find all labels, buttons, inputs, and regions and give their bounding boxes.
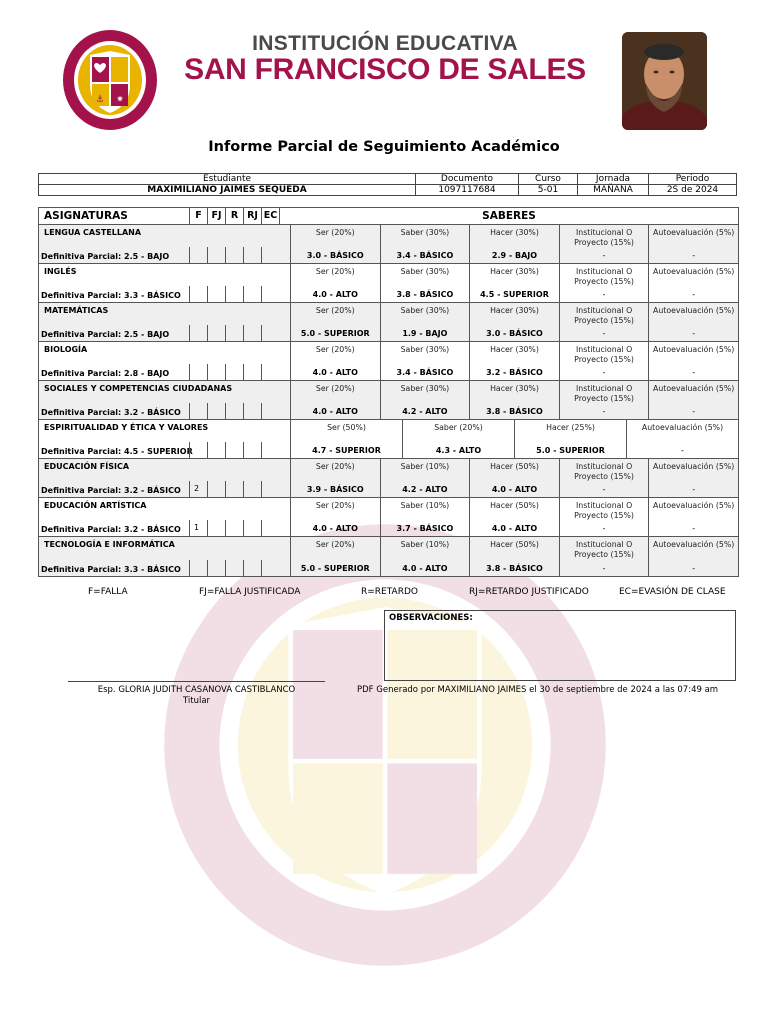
attendance-cell (243, 481, 261, 497)
saber-value: 4.2 - ALTO (402, 485, 448, 494)
attendance-cell (243, 286, 261, 302)
saint-portrait (622, 32, 707, 130)
saber-cell (291, 420, 402, 458)
saber-cell (402, 420, 514, 458)
attendance-cell (207, 403, 225, 419)
saber-label: Hacer (50%) (490, 501, 539, 510)
saber-label: Autoevaluación (5%) (653, 306, 735, 315)
saber-label: Saber (30%) (400, 267, 450, 276)
saberes-cells (291, 342, 738, 380)
saber-value: 3.9 - BÁSICO (306, 485, 364, 494)
saber-label: Saber (10%) (400, 540, 450, 549)
grades-table (38, 207, 739, 577)
subject-row (39, 381, 738, 420)
saber-cell (291, 264, 380, 302)
saber-cell (291, 459, 380, 497)
saber-value: - (692, 329, 696, 338)
saber-value: - (602, 251, 606, 260)
saber-label: Saber (20%) (434, 423, 483, 432)
subject-info (39, 420, 291, 458)
attendance-cell (225, 247, 243, 263)
saber-label: Ser (20%) (315, 267, 355, 276)
attendance-cell: 2 (189, 481, 207, 497)
attendance-cell (225, 403, 243, 419)
saber-label: Hacer (30%) (490, 267, 539, 276)
saber-label: Hacer (30%) (490, 228, 539, 237)
definitive-grade: Definitiva Parcial: 3.2 - BÁSICO (41, 486, 181, 495)
saber-cell (648, 342, 738, 380)
saber-value: 4.0 - ALTO (312, 290, 358, 299)
saber-label: Autoevaluación (5%) (653, 267, 735, 276)
saber-value: 4.0 - ALTO (312, 407, 358, 416)
saber-value: 3.0 - BÁSICO (486, 329, 543, 338)
saber-cell (291, 537, 380, 576)
saber-cell (648, 225, 738, 263)
signature-block (68, 685, 325, 707)
saber-value: 3.0 - BÁSICO (306, 251, 364, 260)
subjects-header: ASIGNATURAS (44, 210, 128, 222)
saber-cell (469, 537, 559, 576)
saber-label: Saber (30%) (400, 228, 450, 237)
attendance-cell (189, 247, 207, 263)
subject-info (39, 498, 291, 536)
legend-fj: FJ=FALLA JUSTIFICADA (199, 587, 301, 597)
subject-row (39, 264, 738, 303)
saber-label: Institucional O Proyecto (15%) (574, 267, 634, 286)
saber-label: Autoevaluación (5%) (653, 228, 735, 237)
period-label: Periodo (649, 174, 737, 185)
definitive-grade: Definitiva Parcial: 4.5 - SUPERIOR (41, 447, 193, 456)
subject-info (39, 381, 291, 419)
attendance-cell (207, 286, 225, 302)
saberes-cells (291, 420, 738, 458)
attendance-cell (225, 325, 243, 341)
saber-cell (648, 381, 738, 419)
saber-cell (559, 498, 649, 536)
subject-name: EDUCACIÓN ARTÍSTICA (44, 501, 147, 510)
attendance-cell (207, 247, 225, 263)
saber-label: Institucional O Proyecto (15%) (574, 462, 634, 481)
student-period: 2S de 2024 (649, 185, 737, 196)
signature-name: Esp. GLORIA JUDITH CASANOVA CASTIBLANCO (97, 685, 296, 695)
subject-name: SOCIALES Y COMPETENCIAS CIUDADANAS (44, 384, 233, 393)
saber-cell (469, 264, 559, 302)
saber-value: - (602, 524, 606, 533)
saber-label: Saber (30%) (400, 384, 450, 393)
saber-label: Autoevaluación (5%) (641, 423, 724, 432)
subject-row (39, 303, 738, 342)
subject-row (39, 225, 738, 264)
student-name: MAXIMILIANO JAIMES SEQUEDA (39, 185, 416, 196)
attendance-cell (261, 286, 279, 302)
saber-value: 3.4 - BÁSICO (396, 368, 454, 377)
saber-value: - (692, 524, 696, 533)
attendance-cell (207, 520, 225, 536)
saber-cell (469, 225, 559, 263)
saber-cell (648, 459, 738, 497)
school-logo (62, 29, 158, 131)
saber-cell (648, 537, 738, 576)
saber-cell (559, 225, 649, 263)
subject-name: EDUCACIÓN FÍSICA (44, 462, 130, 471)
saber-value: 1.9 - BAJO (402, 329, 448, 338)
observations-box (384, 610, 736, 681)
attendance-cells (189, 560, 279, 576)
attendance-cell (261, 560, 279, 576)
saber-value: 5.0 - SUPERIOR (300, 329, 370, 338)
saber-label: Saber (10%) (400, 462, 450, 471)
saber-value: - (681, 446, 684, 455)
saber-cell (469, 381, 559, 419)
attendance-cell (243, 325, 261, 341)
subject-info (39, 459, 291, 497)
saber-cell (559, 381, 649, 419)
saber-cell (648, 264, 738, 302)
saber-label: Institucional O Proyecto (15%) (574, 306, 634, 325)
attendance-cell (243, 364, 261, 380)
subject-info (39, 537, 291, 576)
saber-label: Institucional O Proyecto (15%) (574, 345, 634, 364)
saber-label: Ser (20%) (315, 345, 355, 354)
saber-cell (380, 264, 470, 302)
saber-label: Autoevaluación (5%) (653, 462, 735, 471)
pdf-generated-note: PDF Generado por MAXIMILIANO JAIMES el 30 de septiembre de 2024 a las 07:49 am (357, 685, 719, 695)
attendance-cell (225, 520, 243, 536)
course-label: Curso (519, 174, 578, 185)
attendance-cell (243, 403, 261, 419)
saber-value: 3.8 - BÁSICO (396, 290, 454, 299)
saber-value: 2.9 - BAJO (491, 251, 538, 260)
attendance-cells (189, 403, 279, 419)
definitive-grade: Definitiva Parcial: 3.3 - BÁSICO (41, 291, 181, 300)
subject-name: BIOLOGÍA (44, 345, 88, 354)
saber-label: Hacer (30%) (490, 384, 539, 393)
saber-label: Autoevaluación (5%) (653, 501, 735, 510)
saber-value: 4.0 - ALTO (491, 485, 538, 494)
saber-label: Ser (50%) (327, 423, 366, 432)
saber-label: Ser (20%) (315, 228, 355, 237)
saber-value: 4.5 - SUPERIOR (480, 290, 549, 299)
attendance-cell (207, 481, 225, 497)
subject-info (39, 342, 291, 380)
attendance-cells (189, 325, 279, 341)
saber-value: 3.8 - BÁSICO (486, 407, 543, 416)
attendance-cell (207, 364, 225, 380)
attendance-cell (243, 442, 261, 458)
attendance-cells (189, 481, 279, 497)
institution-line1: INSTITUCIÓN EDUCATIVA (252, 32, 518, 55)
saber-value: 5.0 - SUPERIOR (536, 446, 605, 455)
subject-name: TECNOLOGÍA E INFORMÁTICA (44, 540, 175, 549)
saber-cell (380, 498, 470, 536)
saberes-cells (291, 459, 738, 497)
saber-label: Ser (20%) (315, 501, 355, 510)
definitive-grade: Definitiva Parcial: 2.5 - BAJO (41, 252, 170, 261)
saber-label: Hacer (50%) (490, 540, 539, 549)
saber-value: 4.0 - ALTO (491, 524, 538, 533)
saber-label: Hacer (25%) (546, 423, 595, 432)
saber-label: Saber (30%) (400, 345, 450, 354)
attendance-cells (189, 247, 279, 263)
legend-ec: EC=EVASIÓN DE CLASE (619, 587, 726, 597)
saber-value: - (602, 485, 606, 494)
institution-line2: SAN FRANCISCO DE SALES (184, 53, 586, 86)
definitive-grade: Definitiva Parcial: 3.2 - BÁSICO (41, 408, 181, 417)
saber-label: Institucional O Proyecto (15%) (574, 228, 634, 247)
saber-label: Autoevaluación (5%) (653, 540, 735, 549)
attendance-cell (189, 560, 207, 576)
attendance-cell (261, 520, 279, 536)
svg-text:⚓: ⚓ (95, 95, 105, 105)
subject-info (39, 303, 291, 341)
saber-cell (291, 225, 380, 263)
saber-cell (380, 303, 470, 341)
legend-f: F=FALLA (88, 587, 128, 597)
attendance-cell (189, 286, 207, 302)
attendance-cell (189, 442, 207, 458)
definitive-grade: Definitiva Parcial: 2.5 - BAJO (41, 330, 170, 339)
saber-cell (559, 264, 649, 302)
definitive-grade: Definitiva Parcial: 3.3 - BÁSICO (41, 565, 181, 574)
f-header: F (189, 208, 207, 224)
definitive-grade: Definitiva Parcial: 2.8 - BAJO (41, 369, 170, 378)
saber-label: Institucional O Proyecto (15%) (574, 540, 634, 559)
saber-value: 4.2 - ALTO (402, 407, 448, 416)
saber-label: Autoevaluación (5%) (653, 384, 735, 393)
subject-info (39, 264, 291, 302)
saber-label: Institucional O Proyecto (15%) (574, 384, 634, 403)
saber-cell (469, 498, 559, 536)
subject-rows (39, 225, 738, 576)
saber-value: - (692, 485, 696, 494)
saber-cell (648, 303, 738, 341)
attendance-cell (261, 442, 279, 458)
saber-value: - (602, 407, 606, 416)
document-label: Documento (416, 174, 519, 185)
saber-cell (380, 342, 470, 380)
attendance-cell (243, 520, 261, 536)
saber-cell (291, 498, 380, 536)
saberes-cells (291, 303, 738, 341)
saber-cell (469, 303, 559, 341)
observations-label: OBSERVACIONES: (389, 613, 473, 623)
student-label: Estudiante (39, 174, 416, 185)
attendance-cell (261, 403, 279, 419)
saber-cell (559, 303, 649, 341)
attendance-cell (189, 364, 207, 380)
saber-cell (380, 459, 470, 497)
ec-header: EC (261, 208, 279, 224)
saber-label: Hacer (50%) (490, 462, 539, 471)
attendance-cell (207, 442, 225, 458)
saber-label: Ser (20%) (315, 462, 355, 471)
r-header: R (225, 208, 243, 224)
fj-header: FJ (207, 208, 225, 224)
student-shift: MAÑANA (578, 185, 649, 196)
saber-value: 4.7 - SUPERIOR (312, 446, 381, 455)
report-title: Informe Parcial de Seguimiento Académico (208, 139, 560, 155)
attendance-cell (225, 481, 243, 497)
attendance-cell (189, 403, 207, 419)
signature-role: Titular (182, 696, 211, 706)
subject-name: ESPIRITUALIDAD Y ÉTICA Y VALORES (44, 423, 209, 432)
saber-value: - (602, 564, 606, 573)
saber-cell (559, 537, 649, 576)
attendance-cells (189, 364, 279, 380)
saber-label: Hacer (30%) (490, 306, 539, 315)
signature-line (68, 681, 325, 682)
saber-value: - (692, 407, 696, 416)
saber-label: Ser (20%) (315, 540, 355, 549)
attendance-cells (189, 520, 279, 536)
saberes-cells (291, 264, 738, 302)
saber-cell (469, 459, 559, 497)
saber-cell (291, 342, 380, 380)
attendance-cell (243, 247, 261, 263)
saber-value: - (602, 368, 606, 377)
saber-cell (469, 342, 559, 380)
saber-cell (380, 225, 470, 263)
shift-label: Jornada (578, 174, 649, 185)
saber-value: 5.0 - SUPERIOR (300, 564, 370, 573)
saber-value: - (692, 251, 696, 260)
legend-r: R=RETARDO (361, 587, 418, 597)
legend-rj: RJ=RETARDO JUSTIFICADO (469, 587, 589, 597)
saber-cell (559, 342, 649, 380)
subject-name: INGLÉS (44, 267, 77, 276)
watermark-seal (155, 515, 615, 975)
saber-label: Saber (30%) (400, 306, 450, 315)
saber-label: Saber (10%) (400, 501, 450, 510)
saberes-cells (291, 537, 738, 576)
saberes-cells (291, 225, 738, 263)
saber-value: 3.8 - BÁSICO (486, 564, 543, 573)
subject-name: MATEMÁTICAS (44, 306, 109, 315)
saber-cell (648, 498, 738, 536)
saber-label: Autoevaluación (5%) (653, 345, 735, 354)
saber-value: - (692, 564, 696, 573)
saber-cell (291, 381, 380, 419)
attendance-cells (189, 442, 279, 458)
saber-label: Hacer (30%) (490, 345, 539, 354)
subject-row (39, 459, 738, 498)
saber-value: 3.4 - BÁSICO (396, 251, 454, 260)
grades-header (39, 208, 738, 225)
saber-cell (626, 420, 738, 458)
saber-cell (380, 537, 470, 576)
saberes-cells (291, 498, 738, 536)
saber-cell (291, 303, 380, 341)
attendance-cell (243, 560, 261, 576)
saber-value: 4.0 - ALTO (312, 368, 358, 377)
saber-label: Institucional O Proyecto (15%) (574, 501, 634, 520)
attendance-cell (261, 247, 279, 263)
institution-name (170, 33, 600, 85)
rj-header: RJ (243, 208, 261, 224)
subject-row (39, 342, 738, 381)
saber-cell (380, 381, 470, 419)
subject-info (39, 225, 291, 263)
saber-cell (559, 459, 649, 497)
attendance-cell (261, 325, 279, 341)
attendance-cell (225, 364, 243, 380)
subject-row (39, 537, 738, 576)
attendance-cell (225, 560, 243, 576)
saber-value: - (692, 368, 696, 377)
subject-row (39, 420, 738, 459)
student-info-table (38, 173, 737, 196)
saber-value: - (602, 329, 606, 338)
student-course: 5-01 (519, 185, 578, 196)
attendance-cells (189, 286, 279, 302)
saber-value: 3.2 - BÁSICO (486, 368, 543, 377)
saber-value: 4.3 - ALTO (435, 446, 482, 455)
attendance-cell (189, 325, 207, 341)
attendance-cell: 1 (189, 520, 207, 536)
saber-label: Ser (20%) (315, 384, 355, 393)
saberes-cells (291, 381, 738, 419)
attendance-cell (261, 364, 279, 380)
saber-cell (514, 420, 626, 458)
attendance-cell (225, 442, 243, 458)
saberes-header: SABERES (279, 208, 738, 224)
saber-value: 3.7 - BÁSICO (396, 524, 454, 533)
subject-name: LENGUA CASTELLANA (44, 228, 142, 237)
saber-label: Ser (20%) (315, 306, 355, 315)
attendance-cell (225, 286, 243, 302)
saber-value: 4.0 - ALTO (312, 524, 358, 533)
attendance-cell (207, 560, 225, 576)
saber-value: - (602, 290, 606, 299)
student-document: 1097117684 (416, 185, 519, 196)
attendance-cell (207, 325, 225, 341)
svg-text:✷: ✷ (116, 95, 124, 105)
saber-value: 4.0 - ALTO (402, 564, 448, 573)
subject-row (39, 498, 738, 537)
definitive-grade: Definitiva Parcial: 3.2 - BÁSICO (41, 525, 181, 534)
saber-value: - (692, 290, 696, 299)
attendance-cell (261, 481, 279, 497)
